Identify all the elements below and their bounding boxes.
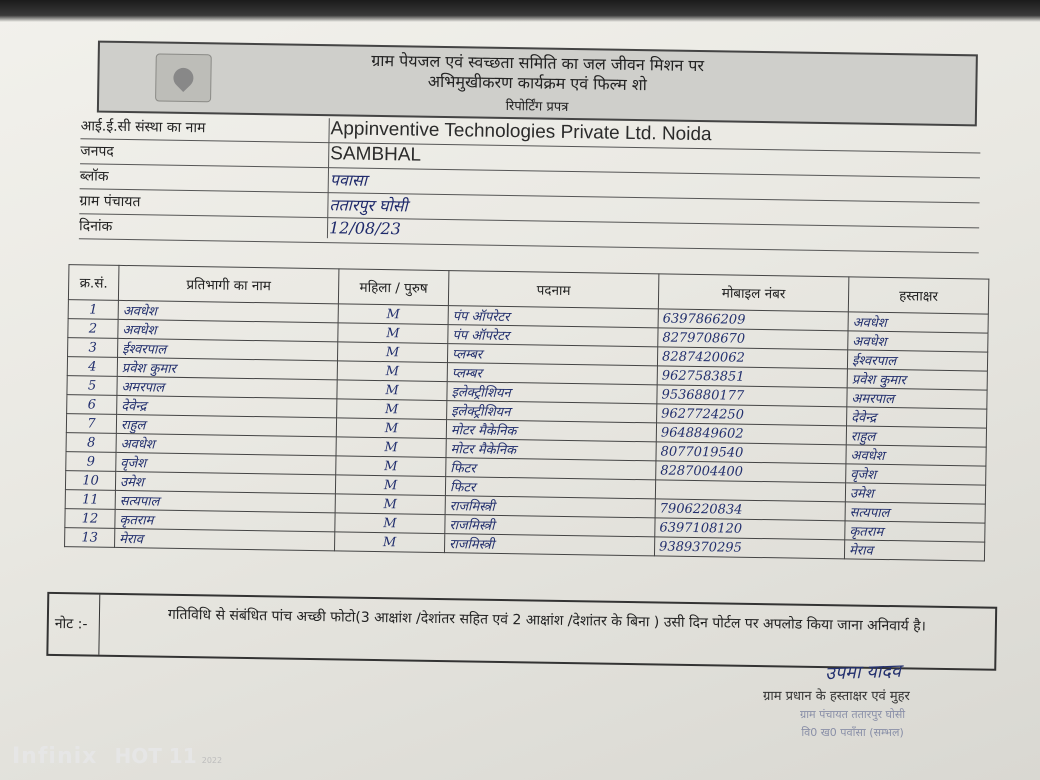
designation-cell: फिटर xyxy=(446,458,656,480)
info-label: ब्लॉक xyxy=(79,168,109,185)
designation-cell: राजमिस्त्री xyxy=(444,534,654,556)
signature-cell: अमरपाल xyxy=(847,388,987,409)
gender-cell: M xyxy=(337,361,447,382)
form-header xyxy=(97,41,978,127)
table-body xyxy=(65,300,989,561)
participant-name-cell: सत्यपाल xyxy=(115,490,335,512)
designation-cell: पंप ऑपरेटर xyxy=(448,306,658,328)
designation-cell: इलेक्ट्रीशियन xyxy=(447,382,657,404)
designation-cell: प्लम्बर xyxy=(447,363,657,385)
signature-cell: उमेश xyxy=(845,483,985,504)
form-title-line-1: ग्राम पेयजल एवं स्वच्छता समिति का जल जीवन मिशन पर xyxy=(371,50,705,76)
designation-cell: इलेक्ट्रीशियन xyxy=(447,401,657,423)
designation-cell: राजमिस्त्री xyxy=(445,515,655,537)
watermark-year: 2022 xyxy=(201,756,223,765)
designation-cell: पंप ऑपरेटर xyxy=(448,325,658,347)
serial-number-cell: 13 xyxy=(65,528,115,548)
signature-cell: अवधेश xyxy=(848,331,988,352)
serial-number-cell: 3 xyxy=(68,338,118,358)
participant-name-cell: अवधेश xyxy=(116,433,336,455)
note-divider xyxy=(98,595,100,655)
gender-cell: M xyxy=(338,304,448,325)
mobile-number-cell: 8279708670 xyxy=(658,328,848,350)
serial-number-cell: 4 xyxy=(67,357,117,377)
serial-number-cell: 8 xyxy=(66,433,116,453)
signature-cell: देवेन्द्र xyxy=(847,407,987,428)
participant-name-cell: उमेश xyxy=(115,471,335,493)
serial-number-cell: 12 xyxy=(65,509,115,529)
designation-cell: मोटर मैकेनिक xyxy=(446,420,656,442)
mobile-number-cell: 9648849602 xyxy=(656,423,846,445)
designation-cell: मोटर मैकेनिक xyxy=(446,439,656,461)
participant-name-cell: अमरपाल xyxy=(117,376,337,398)
stamp-line-2: वि0 ख0 पवाँसा (सम्भल) xyxy=(801,726,904,739)
column-header: प्रतिभागी का नाम xyxy=(118,265,339,303)
gender-cell: M xyxy=(335,494,445,515)
info-value: SAMBHAL xyxy=(330,143,422,166)
participant-name-cell: प्रवेश कुमार xyxy=(117,357,337,379)
mobile-number-cell: 9627724250 xyxy=(657,404,847,426)
gender-cell: M xyxy=(335,513,445,534)
info-value: ततारपुर घोसी xyxy=(329,195,408,216)
serial-number-cell: 10 xyxy=(65,471,115,491)
participants-table xyxy=(64,264,989,561)
note-label: नोट :- xyxy=(54,615,88,633)
form-title-line-2: अभिमुखीकरण कार्यक्रम एवं फिल्म शो xyxy=(427,71,648,95)
participant-name-cell: अवधेश xyxy=(118,300,338,322)
designation-cell: राजमिस्त्री xyxy=(445,496,655,518)
signature-cell: ईश्वरपाल xyxy=(847,350,987,371)
participant-name-cell: ईश्वरपाल xyxy=(118,338,338,360)
signature-cell: प्रवेश कुमार xyxy=(847,369,987,390)
serial-number-cell: 1 xyxy=(68,300,118,320)
column-header: हस्ताक्षर xyxy=(848,277,989,314)
serial-number-cell: 7 xyxy=(66,414,116,434)
participant-name-cell: कृतराम xyxy=(115,509,335,531)
gender-cell: M xyxy=(337,342,447,363)
serial-number-cell: 6 xyxy=(67,395,117,415)
gender-cell: M xyxy=(337,399,447,420)
photo-background-edge xyxy=(0,0,1040,22)
participant-name-cell: अवधेश xyxy=(118,319,338,341)
participant-name-cell: राहुल xyxy=(116,414,336,436)
gender-cell: M xyxy=(338,323,448,344)
info-value: 12/08/23 xyxy=(328,218,402,239)
mobile-number-cell: 7906220834 xyxy=(655,499,845,521)
signature-cell: सत्यपाल xyxy=(845,502,985,523)
info-value: पवासा xyxy=(329,170,368,190)
mobile-number-cell: 9627583851 xyxy=(657,366,847,388)
info-label: आई.ई.सी संस्था का नाम xyxy=(80,118,206,137)
form-subtitle: रिपोर्टिंग प्रपत्र xyxy=(505,98,569,115)
stamp-line-1: ग्राम पंचायत ततारपुर घोसी xyxy=(800,708,906,721)
reporting-form xyxy=(54,40,982,635)
signature-cell: वृजेश xyxy=(846,464,986,485)
gender-cell: M xyxy=(337,380,447,401)
gender-cell: M xyxy=(335,475,445,496)
note-text: गतिविधि से संबंधित पांच अच्छी फोटो(3 आक्षांश /देशांतर सहित एवं 2 आक्षांश /देशांतर के बिना ) उसी दिन पोर्टल पर अपलोड किया जाना अनिवार्य है। xyxy=(167,606,927,635)
gender-cell: M xyxy=(335,532,445,553)
mobile-number-cell: 6397866209 xyxy=(658,309,848,331)
gender-cell: M xyxy=(336,456,446,477)
mobile-number-cell: 9389370295 xyxy=(654,537,844,559)
signature-cell: अवधेश xyxy=(848,312,988,333)
camera-watermark xyxy=(12,744,222,769)
gender-cell: M xyxy=(336,437,446,458)
info-label: जनपद xyxy=(80,143,114,160)
column-header: महिला / पुरुष xyxy=(338,269,449,306)
designation-cell: प्लम्बर xyxy=(447,344,657,366)
watermark-brand: Infinix xyxy=(12,744,98,769)
column-header: क्र.सं. xyxy=(68,265,119,301)
official-stamp xyxy=(800,706,905,742)
mobile-number-cell: 8077019540 xyxy=(656,442,846,464)
column-header: मोबाइल नंबर xyxy=(658,274,849,312)
mobile-number-cell: 8287420062 xyxy=(657,347,847,369)
serial-number-cell: 5 xyxy=(67,376,117,396)
mobile-number-cell: 9536880177 xyxy=(657,385,847,407)
serial-number-cell: 11 xyxy=(65,490,115,510)
gender-cell: M xyxy=(336,418,446,439)
info-section xyxy=(79,114,981,253)
signature-cell: कृतराम xyxy=(845,521,985,542)
column-header: पदनाम xyxy=(448,271,659,309)
serial-number-cell: 2 xyxy=(68,319,118,339)
participant-name-cell: वृजेश xyxy=(116,452,336,474)
info-label: दिनांक xyxy=(78,218,113,235)
participant-name-cell: देवेन्द्र xyxy=(117,395,337,417)
watermark-model: HOT 11 xyxy=(114,744,197,768)
mobile-number-cell: 8287004400 xyxy=(656,461,846,483)
signature-cell: मेराव xyxy=(844,540,984,561)
signature-cell: राहुल xyxy=(846,426,986,447)
designation-cell: फिटर xyxy=(445,477,655,499)
signature-cell: अवधेश xyxy=(846,445,986,466)
pradhan-signature: उपमा यादव xyxy=(824,660,902,685)
info-label: ग्राम पंचायत xyxy=(79,193,141,211)
mobile-number-cell: 6397108120 xyxy=(655,518,845,540)
info-value: Appinventive Technologies Private Ltd. Noida xyxy=(330,118,712,146)
serial-number-cell: 9 xyxy=(66,452,116,472)
signature-label: ग्राम प्रधान के हस्ताक्षर एवं मुहर xyxy=(763,689,910,704)
participant-name-cell: मेराव xyxy=(115,528,335,550)
